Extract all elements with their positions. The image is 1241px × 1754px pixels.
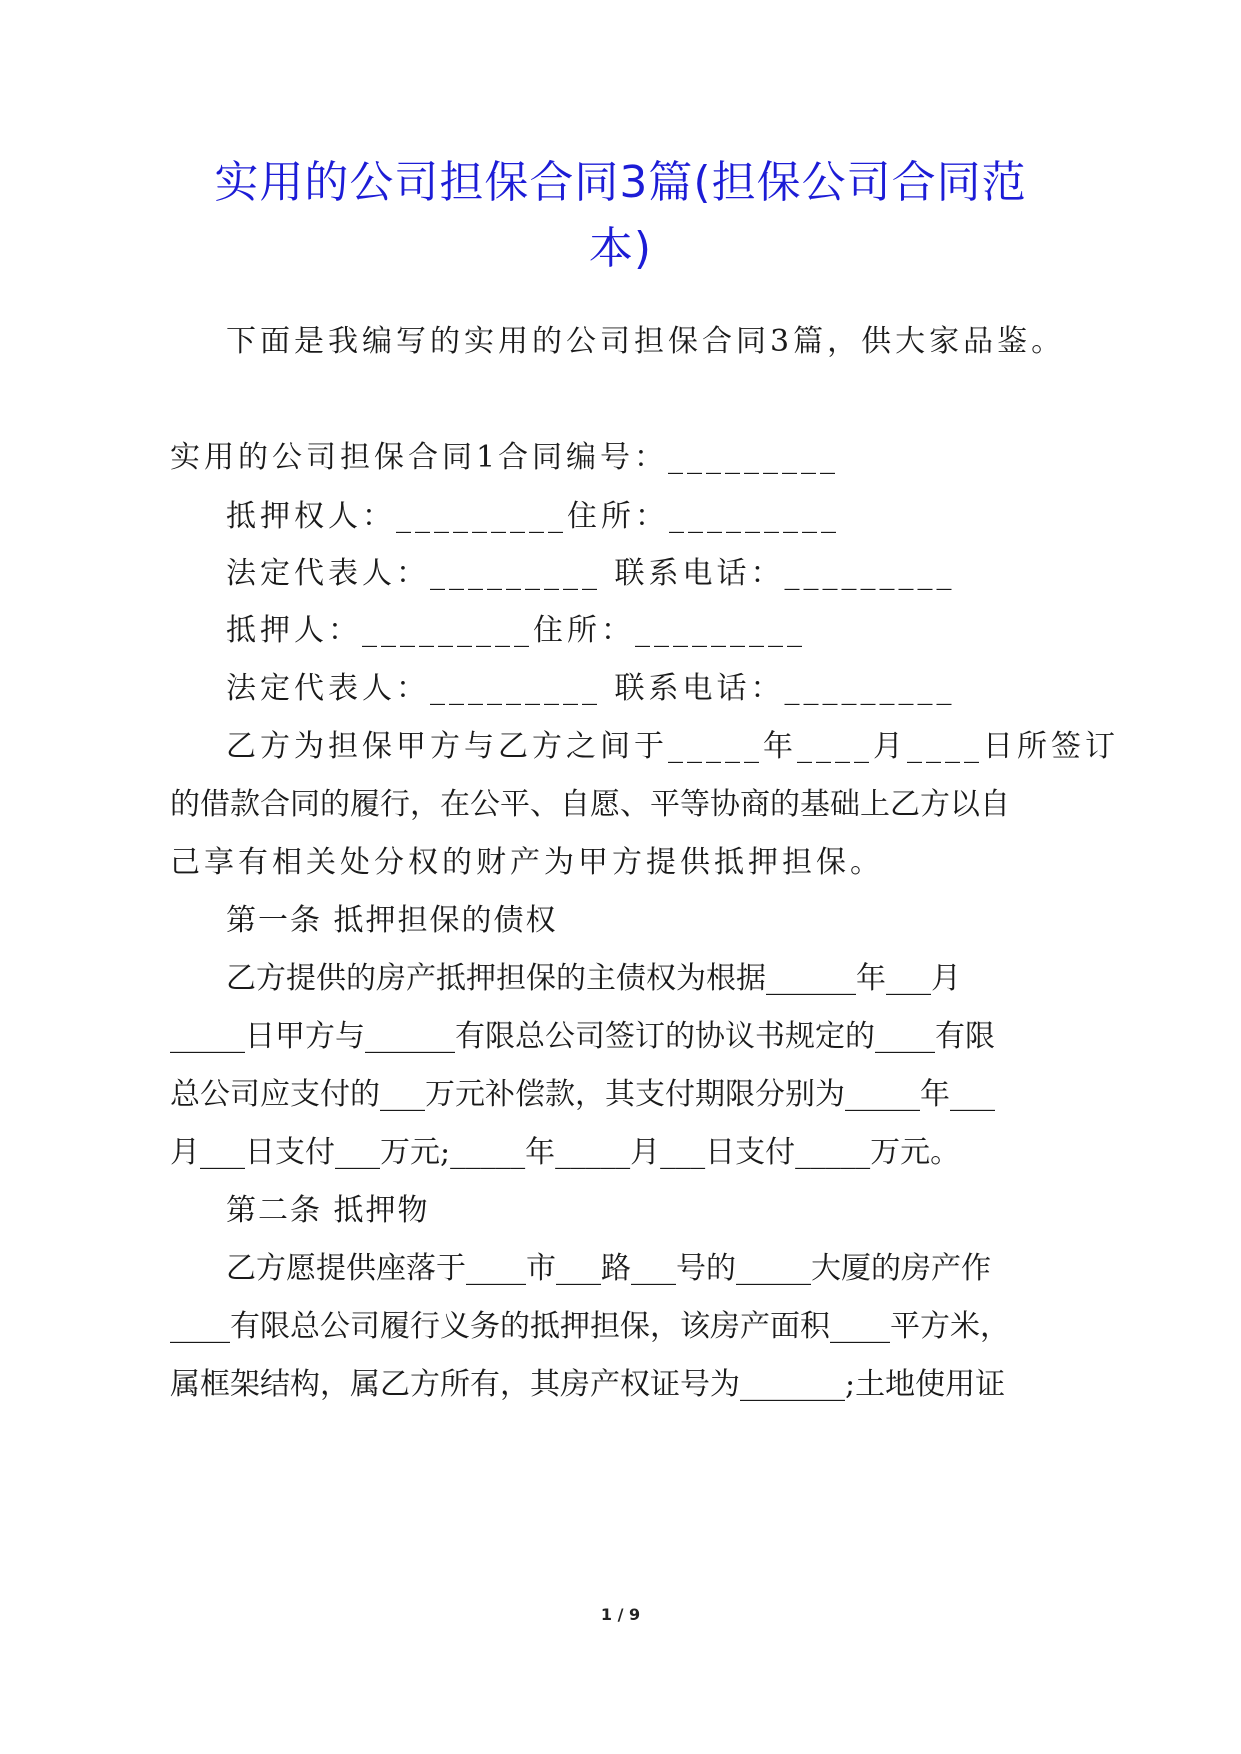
paragraph-1-line-3: 己享有相关处分权的财产为甲方提供抵押担保。: [170, 845, 884, 880]
paragraph-2-line-4: 月___日支付___万元;_____年_____月___日支付_____万元。: [170, 1135, 961, 1170]
legal-rep-line-1: 法定代表人：_________ 联系电话：_________: [226, 556, 956, 591]
mortgagee-line: 抵押权人：_________住所：_________: [226, 499, 840, 534]
paragraph-3-line-1: 乙方愿提供座落于____市___路___号的_____大厦的房产作: [226, 1251, 991, 1286]
document-title: [150, 150, 1091, 282]
title-line-2: 本): [588, 223, 653, 274]
paragraph-3-line-3: 属框架结构，属乙方所有，其房产权证号为_______;土地使用证: [170, 1367, 1006, 1402]
paragraph-3-line-2: ____有限总公司履行义务的抵押担保，该房产面积____平方米，: [170, 1309, 1010, 1344]
mortgagor-line: 抵押人：_________住所：_________: [226, 613, 806, 648]
article-1-title: 第一条 抵押担保的债权: [226, 903, 558, 938]
contract-heading: 实用的公司担保合同1: [170, 440, 500, 475]
paragraph-2-line-3: 总公司应支付的___万元补偿款，其支付期限分别为_____年___: [170, 1077, 995, 1112]
paragraph-1-line-2: 的借款合同的履行，在公平、自愿、平等协商的基础上乙方以自: [170, 787, 1010, 822]
intro-paragraph: 下面是我编写的实用的公司担保合同3篇，供大家品鉴。: [226, 324, 1066, 359]
paragraph-2-line-2: _____日甲方与______有限总公司签订的协议书规定的____有限: [170, 1019, 995, 1054]
contract-number: 合同编号：_________: [498, 440, 839, 475]
paragraph-1-line-1: 乙方为担保甲方与乙方之间于_____年____月____日所签订: [226, 729, 1119, 764]
article-2-title: 第二条 抵押物: [226, 1193, 430, 1228]
page-indicator: 1 / 9: [600, 1605, 641, 1624]
title-line-1: 实用的公司担保合同3篇(担保公司合同范: [214, 157, 1027, 208]
paragraph-2-line-1: 乙方提供的房产抵押担保的主债权为根据______年___月: [226, 961, 961, 996]
legal-rep-line-2: 法定代表人：_________ 联系电话：_________: [226, 671, 956, 706]
